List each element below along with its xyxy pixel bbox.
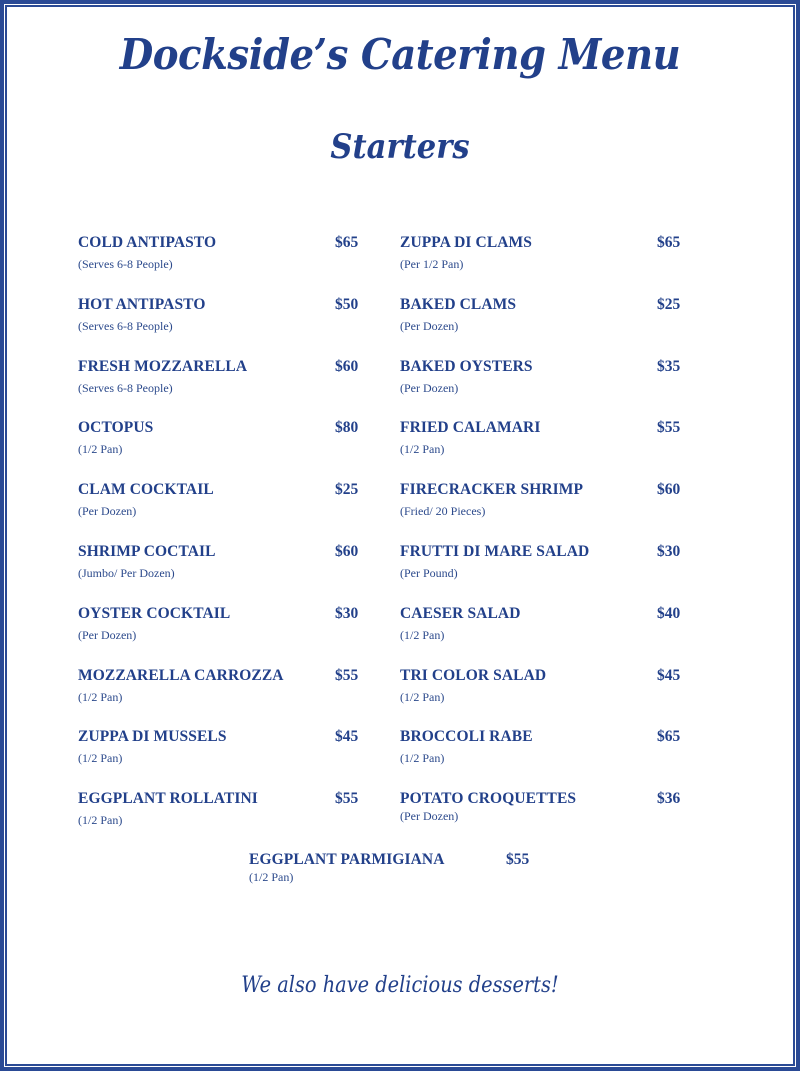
menu-title: Dockside’s Catering Menu	[119, 30, 681, 79]
menu-item-name: OCTOPUS	[78, 419, 154, 436]
menu-item	[78, 667, 368, 711]
menu-item	[249, 851, 539, 895]
menu-item	[400, 543, 690, 587]
menu-item	[78, 605, 368, 649]
menu-item-name: CAESER SALAD	[400, 605, 521, 622]
menu-item	[78, 790, 368, 834]
menu-item	[78, 296, 368, 340]
menu-item-name: CLAM COCKTAIL	[78, 481, 214, 498]
menu-item-description: (Per Dozen)	[400, 809, 459, 823]
menu-item-name: BAKED OYSTERS	[400, 358, 533, 375]
menu-item-price: $30	[657, 543, 681, 560]
menu-item-price: $45	[657, 667, 681, 684]
menu-item	[400, 296, 690, 340]
menu-item-description: (1/2 Pan)	[78, 813, 123, 827]
menu-item-description: (1/2 Pan)	[400, 628, 445, 642]
menu-item	[400, 358, 690, 402]
menu-item-description: (Jumbo/ Per Dozen)	[78, 566, 175, 580]
menu-item-price: $55	[657, 419, 681, 436]
menu-item-price: $30	[335, 605, 359, 622]
menu-item-price: $65	[335, 234, 359, 251]
menu-item	[78, 481, 368, 525]
menu-item	[78, 234, 368, 278]
menu-item-price: $55	[335, 790, 359, 807]
menu-item-description: (Per Dozen)	[78, 628, 137, 642]
menu-item	[400, 728, 690, 772]
menu-item-price: $60	[335, 358, 359, 375]
menu-item	[78, 728, 368, 772]
menu-item-price: $80	[335, 419, 359, 436]
menu-item-price: $45	[335, 728, 359, 745]
footer-note: We also have delicious desserts!	[241, 973, 559, 998]
menu-item	[400, 419, 690, 463]
menu-item-description: (Per Pound)	[400, 566, 458, 580]
menu-item	[78, 358, 368, 402]
menu-item-description: (Fried/ 20 Pieces)	[400, 504, 486, 518]
menu-item-name: FRESH MOZZARELLA	[78, 358, 248, 375]
menu-item-name: COLD ANTIPASTO	[78, 234, 217, 251]
menu-item-description: (1/2 Pan)	[400, 690, 445, 704]
menu-item-name: POTATO CROQUETTES	[400, 790, 577, 807]
menu-item-name: FIRECRACKER SHRIMP	[400, 481, 584, 498]
menu-item-price: $36	[657, 790, 681, 807]
menu-item-description: (Serves 6-8 People)	[78, 319, 173, 333]
menu-item-name: BROCCOLI RABE	[400, 728, 533, 745]
menu-item-name: EGGPLANT ROLLATINI	[78, 790, 258, 807]
menu-item-name: TRI COLOR SALAD	[400, 667, 547, 684]
menu-item-name: FRUTTI DI MARE SALAD	[400, 543, 590, 560]
menu-item-description: (1/2 Pan)	[78, 442, 123, 456]
menu-item	[78, 419, 368, 463]
menu-item-name: OYSTER COCKTAIL	[78, 605, 231, 622]
menu-item-name: MOZZARELLA CARROZZA	[78, 667, 284, 684]
menu-item	[400, 481, 690, 525]
menu-item	[400, 790, 690, 834]
menu-item-description: (1/2 Pan)	[78, 751, 123, 765]
menu-item-name: ZUPPA DI MUSSELS	[78, 728, 227, 745]
menu-item-price: $65	[657, 728, 681, 745]
menu-item-name: BAKED CLAMS	[400, 296, 517, 313]
menu-item-description: (Serves 6-8 People)	[78, 257, 173, 271]
menu-item-price: $60	[335, 543, 359, 560]
menu-item-name: HOT ANTIPASTO	[78, 296, 206, 313]
section-title: Starters	[330, 127, 470, 167]
menu-item-description: (Per Dozen)	[400, 381, 459, 395]
menu-item-description: (1/2 Pan)	[249, 870, 294, 884]
menu-item-description: (Per Dozen)	[400, 319, 459, 333]
menu-item-price: $55	[506, 851, 530, 868]
menu-item-price: $50	[335, 296, 359, 313]
menu-item-name: SHRIMP COCTAIL	[78, 543, 216, 560]
menu-item-description: (Per Dozen)	[78, 504, 137, 518]
menu-item-price: $25	[657, 296, 681, 313]
menu-item	[400, 667, 690, 711]
menu-item-price: $65	[657, 234, 681, 251]
menu-item-price: $35	[657, 358, 681, 375]
menu-item-price: $55	[335, 667, 359, 684]
menu-item	[400, 234, 690, 278]
menu-item-price: $25	[335, 481, 359, 498]
menu-item	[400, 605, 690, 649]
menu-item-name: FRIED CALAMARI	[400, 419, 541, 436]
menu-item-description: (Serves 6-8 People)	[78, 381, 173, 395]
menu-item-description: (1/2 Pan)	[78, 690, 123, 704]
menu-item-price: $40	[657, 605, 681, 622]
menu-item-description: (1/2 Pan)	[400, 442, 445, 456]
menu-item-description: (Per 1/2 Pan)	[400, 257, 464, 271]
menu-item-name: ZUPPA DI CLAMS	[400, 234, 533, 251]
menu-item-name: EGGPLANT PARMIGIANA	[249, 851, 445, 868]
menu-item-price: $60	[657, 481, 681, 498]
menu-item-description: (1/2 Pan)	[400, 751, 445, 765]
menu-item	[78, 543, 368, 587]
